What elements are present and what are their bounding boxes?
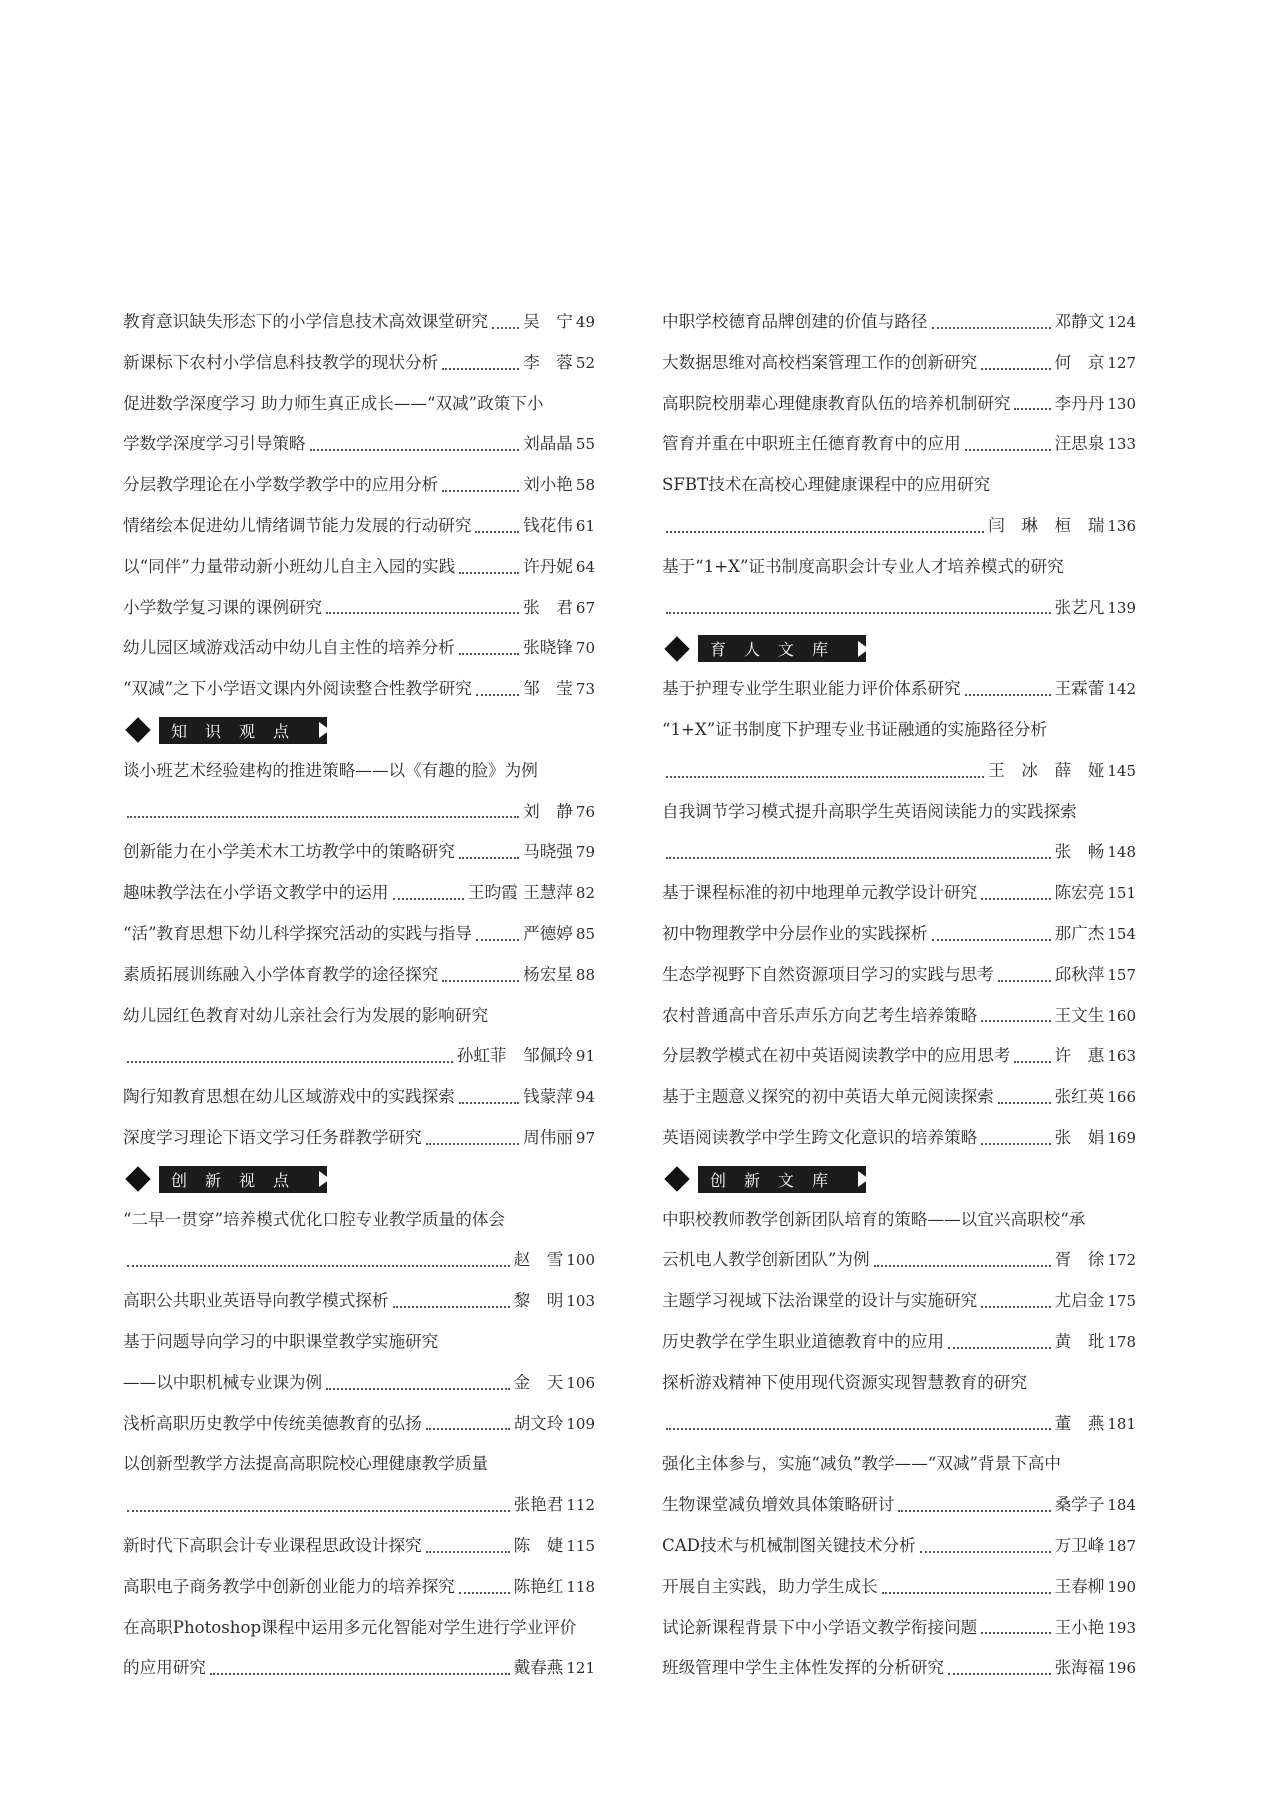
toc-title-line[interactable] <box>662 547 1136 588</box>
arrow-right-icon <box>858 641 869 657</box>
entry-title: 深度学习理论下语文学习任务群教学研究 <box>123 1127 422 1147</box>
diamond-icon <box>664 636 689 661</box>
dot-leader <box>666 856 1051 859</box>
entry-title: 分层教学理论在小学数学教学中的应用分析 <box>123 475 439 495</box>
entry-title: 趣味教学法在小学语文教学中的运用 <box>123 883 389 903</box>
entry-title: 基于主题意义探究的初中英语大单元阅读探索 <box>662 1087 994 1107</box>
dot-leader <box>442 979 519 982</box>
dot-leader <box>666 530 984 533</box>
dot-leader <box>874 1264 1051 1267</box>
toc-entry[interactable] <box>123 343 595 384</box>
entry-author: 那广杰 <box>1054 923 1105 943</box>
entry-author: 张艳君 <box>513 1495 564 1515</box>
toc-entry[interactable] <box>662 302 1136 343</box>
entry-title: 促进数学深度学习 助力师生真正成长——“双减”政策下小 <box>123 393 544 413</box>
entry-title: 中职学校德育品牌创建的价值与路径 <box>662 312 928 331</box>
dot-leader <box>882 1591 1051 1594</box>
entry-title: 新课标下农村小学信息科技教学的现状分析 <box>123 352 439 372</box>
entry-author: 李 蓉 <box>523 352 573 372</box>
toc-entry[interactable] <box>123 873 595 914</box>
entry-title: 云机电人教学创新团队”为例 <box>662 1250 870 1270</box>
toc-entry[interactable] <box>662 1485 1136 1526</box>
entry-title: 基于“1+X”证书制度高职会计专业人才培养模式的研究 <box>662 556 1064 576</box>
entry-title: 强化主体参与，实施“减负”教学——“双减”背景下高中 <box>662 1454 1061 1474</box>
dot-leader <box>981 1019 1050 1022</box>
toc-entry[interactable] <box>662 1567 1136 1608</box>
entry-page-number: 127 <box>1107 353 1136 372</box>
toc-entry[interactable] <box>123 1240 595 1281</box>
dot-leader <box>998 1101 1051 1104</box>
dot-leader <box>965 448 1051 451</box>
dot-leader <box>948 1672 1050 1675</box>
entry-author: 汪思泉 <box>1054 434 1105 454</box>
entry-title: “二早一贯穿”培养模式优化口腔专业教学质量的体会 <box>123 1209 506 1229</box>
entry-title: 新时代下高职会计专业课程思政设计探究 <box>123 1535 422 1555</box>
toc-entry[interactable] <box>123 1281 595 1322</box>
entry-page-number: 100 <box>566 1251 595 1270</box>
toc-entry[interactable] <box>123 1526 595 1567</box>
dot-leader <box>476 938 519 941</box>
entry-author: 万卫峰 <box>1054 1535 1105 1555</box>
entry-page-number: 64 <box>575 557 595 576</box>
entry-author: 张 君 <box>523 597 573 617</box>
section-title: 创新视点 <box>171 1170 308 1190</box>
toc-entry[interactable] <box>662 1648 1136 1689</box>
section-title: 知识观点 <box>171 721 308 741</box>
entry-title: 基于护理专业学生职业能力评价体系研究 <box>662 679 961 699</box>
dot-leader <box>459 571 519 574</box>
dot-leader <box>459 652 519 655</box>
toc-title-line[interactable] <box>662 792 1136 833</box>
entry-page-number: 157 <box>1107 965 1136 984</box>
entry-author: 孙虹菲 邹佩玲 <box>456 1046 573 1066</box>
toc-entry[interactable] <box>662 1608 1136 1649</box>
toc-entry[interactable] <box>123 1485 595 1526</box>
entry-title: 大数据思维对高校档案管理工作的创新研究 <box>662 352 978 372</box>
dot-leader <box>393 1305 510 1308</box>
entry-title: 探析游戏精神下使用现代资源实现智慧教育的研究 <box>662 1372 1028 1392</box>
toc-entry[interactable] <box>662 588 1136 629</box>
entry-author: 李丹丹 <box>1054 393 1105 413</box>
dot-leader <box>1014 407 1050 410</box>
section-header <box>662 628 1136 669</box>
toc-entry[interactable] <box>662 1281 1136 1322</box>
toc-entry[interactable] <box>123 1077 595 1118</box>
toc-entry[interactable] <box>662 424 1136 465</box>
dot-leader <box>920 1550 1051 1553</box>
entry-author: 钱花伟 <box>523 515 573 535</box>
entry-page-number: 55 <box>575 435 595 454</box>
entry-page-number: 142 <box>1107 680 1136 699</box>
dot-leader <box>981 1631 1050 1634</box>
section-header <box>123 1159 595 1200</box>
entry-title: 管育并重在中职班主任德育教育中的应用 <box>662 434 961 454</box>
entry-page-number: 112 <box>566 1496 595 1515</box>
entry-author: 张晓锋 <box>523 638 573 658</box>
entry-author: 赵 雪 <box>513 1250 564 1270</box>
dot-leader <box>442 367 519 370</box>
entry-author: 黄 玭 <box>1054 1331 1105 1351</box>
entry-author: 钱蒙萍 <box>523 1087 573 1107</box>
toc-entry[interactable] <box>662 384 1136 425</box>
entry-title: 的应用研究 <box>123 1658 206 1678</box>
entry-author: 王昀霞 王慧萍 <box>468 883 573 903</box>
entry-author: 邹 莹 <box>523 679 573 699</box>
entry-title: 高职院校朋辈心理健康教育队伍的培养机制研究 <box>662 393 1011 413</box>
entry-author: 周伟丽 <box>523 1127 573 1147</box>
entry-page-number: 166 <box>1107 1088 1136 1107</box>
entry-page-number: 94 <box>575 1088 595 1107</box>
entry-page-number: 187 <box>1107 1536 1136 1555</box>
toc-right-column <box>662 302 1136 1689</box>
entry-page-number: 163 <box>1107 1047 1136 1066</box>
toc-entry[interactable] <box>123 955 595 996</box>
toc-entry[interactable] <box>123 424 595 465</box>
entry-author: 杨宏星 <box>523 964 573 984</box>
toc-entry[interactable] <box>123 465 595 506</box>
toc-entry[interactable] <box>662 1077 1136 1118</box>
dot-leader <box>459 856 519 859</box>
entry-page-number: 67 <box>575 598 595 617</box>
toc-title-line[interactable] <box>123 1444 595 1485</box>
entry-title: 生态学视野下自然资源项目学习的实践与思考 <box>662 964 994 984</box>
entry-page-number: 139 <box>1107 598 1136 617</box>
entry-title: 小学数学复习课的课例研究 <box>123 597 323 617</box>
dot-leader <box>127 1509 510 1512</box>
entry-page-number: 70 <box>575 639 595 658</box>
entry-title: 陶行知教育思想在幼儿区域游戏中的实践探索 <box>123 1087 455 1107</box>
entry-author: 张海福 <box>1054 1658 1105 1678</box>
entry-author: 刘 静 <box>523 801 573 821</box>
dot-leader <box>1014 1060 1050 1063</box>
entry-page-number: 82 <box>575 884 595 903</box>
entry-author: 王小艳 <box>1054 1617 1105 1637</box>
dot-leader <box>310 448 520 451</box>
dot-leader <box>475 530 519 533</box>
entry-title: 以创新型教学方法提高高职院校心理健康教学质量 <box>123 1454 489 1474</box>
entry-page-number: 151 <box>1107 884 1136 903</box>
toc-entry[interactable] <box>123 832 595 873</box>
entry-title: 学数学深度学习引导策略 <box>123 434 306 454</box>
entry-title: 教育意识缺失形态下的小学信息技术高效课堂研究 <box>123 312 489 331</box>
section-title: 创新文库 <box>710 1170 847 1190</box>
entry-author: 吴 宁 <box>523 312 573 331</box>
entry-author: 胥 徐 <box>1054 1250 1105 1270</box>
toc-entry[interactable] <box>123 1567 595 1608</box>
entry-page-number: 52 <box>575 353 595 372</box>
toc-entry[interactable] <box>123 914 595 955</box>
entry-title: 在高职Photoshop课程中运用多元化智能对学生进行学业评价 <box>123 1617 577 1637</box>
toc-title-line[interactable] <box>123 751 595 792</box>
toc-title-line[interactable] <box>662 1200 1136 1241</box>
entry-author: 董 燕 <box>1054 1413 1105 1433</box>
dot-leader <box>210 1672 510 1675</box>
entry-author: 黎 明 <box>513 1291 564 1311</box>
dot-leader <box>326 611 519 614</box>
entry-author: 桑学子 <box>1054 1495 1105 1515</box>
entry-page-number: 79 <box>575 843 595 862</box>
entry-page-number: 121 <box>566 1659 595 1678</box>
entry-page-number: 136 <box>1107 516 1136 535</box>
entry-title: 谈小班艺术经验建构的推进策略——以《有趣的脸》为例 <box>123 760 538 780</box>
entry-title: 幼儿园区域游戏活动中幼儿自主性的培养分析 <box>123 638 455 658</box>
entry-page-number: 133 <box>1107 435 1136 454</box>
toc-entry[interactable] <box>662 506 1136 547</box>
dot-leader <box>666 1427 1051 1430</box>
dot-leader <box>981 367 1050 370</box>
entry-title: 主题学习视域下法治课堂的设计与实施研究 <box>662 1291 978 1311</box>
entry-author: 严德婷 <box>523 923 573 943</box>
entry-title: 历史教学在学生职业道德教育中的应用 <box>662 1331 945 1351</box>
dot-leader <box>981 1142 1050 1145</box>
entry-author: 闫 琳 桓 瑞 <box>988 515 1105 535</box>
toc-entry[interactable] <box>662 669 1136 710</box>
dot-leader <box>998 979 1051 982</box>
entry-author: 戴春燕 <box>513 1658 564 1678</box>
toc-entry[interactable] <box>123 1118 595 1159</box>
entry-author: 马晓强 <box>523 842 573 862</box>
toc-entry[interactable] <box>662 1036 1136 1077</box>
entry-title: “活”教育思想下幼儿科学探究活动的实践与指导 <box>123 923 472 943</box>
entry-title: 试论新课程背景下中小学语文教学衔接问题 <box>662 1617 978 1637</box>
entry-title: 分层教学模式在初中英语阅读教学中的应用思考 <box>662 1046 1011 1066</box>
dot-leader <box>426 1427 510 1430</box>
dot-leader <box>981 1305 1050 1308</box>
entry-title: 英语阅读教学中学生跨文化意识的培养策略 <box>662 1127 978 1147</box>
diamond-icon <box>125 718 150 743</box>
entry-page-number: 172 <box>1107 1251 1136 1270</box>
section-title-bar <box>698 1166 866 1193</box>
entry-title: 自我调节学习模式提升高职学生英语阅读能力的实践探索 <box>662 801 1077 821</box>
toc-left-column <box>123 302 595 1689</box>
entry-title: 初中物理教学中分层作业的实践探析 <box>662 923 928 943</box>
dot-leader <box>426 1142 519 1145</box>
entry-page-number: 58 <box>575 476 595 495</box>
toc-title-line[interactable] <box>662 1444 1136 1485</box>
toc-entry[interactable] <box>662 1404 1136 1445</box>
toc-title-line[interactable] <box>662 710 1136 751</box>
toc-entry[interactable] <box>662 1240 1136 1281</box>
dot-leader <box>476 693 519 696</box>
toc-entry[interactable] <box>123 1036 595 1077</box>
entry-author: 王 冰 薛 娅 <box>988 760 1105 780</box>
entry-author: 邓静文 <box>1054 312 1105 331</box>
section-header <box>123 710 595 751</box>
section-header <box>662 1159 1136 1200</box>
section-title: 育人文库 <box>710 640 847 660</box>
toc-title-line[interactable] <box>123 1608 595 1649</box>
entry-author: 王文生 <box>1054 1005 1105 1025</box>
toc-entry[interactable] <box>123 1363 595 1404</box>
section-title-bar <box>159 717 327 744</box>
toc-title-line[interactable] <box>123 384 595 425</box>
toc-entry[interactable] <box>662 343 1136 384</box>
diamond-icon <box>664 1166 689 1191</box>
entry-author: 邱秋萍 <box>1054 964 1105 984</box>
entry-page-number: 106 <box>566 1373 595 1392</box>
entry-title: 创新能力在小学美术木工坊教学中的策略研究 <box>123 842 455 862</box>
arrow-right-icon <box>319 722 330 738</box>
entry-author: 陈 婕 <box>513 1535 564 1555</box>
entry-title: 基于课程标准的初中地理单元教学设计研究 <box>662 883 978 903</box>
toc-entry[interactable] <box>662 1322 1136 1363</box>
arrow-right-icon <box>858 1171 869 1187</box>
entry-page-number: 88 <box>575 965 595 984</box>
entry-page-number: 190 <box>1107 1577 1136 1596</box>
entry-title: 农村普通高中音乐声乐方向艺考生培养策略 <box>662 1005 978 1025</box>
entry-page-number: 76 <box>575 802 595 821</box>
toc-entry[interactable] <box>662 832 1136 873</box>
entry-author: 刘小艳 <box>523 475 573 495</box>
entry-author: 陈宏亮 <box>1054 883 1105 903</box>
entry-page-number: 73 <box>575 680 595 699</box>
entry-page-number: 61 <box>575 516 595 535</box>
section-title-bar <box>698 635 866 662</box>
entry-page-number: 103 <box>566 1292 595 1311</box>
entry-title: CAD技术与机械制图关键技术分析 <box>662 1535 916 1555</box>
dot-leader <box>326 1387 509 1390</box>
entry-page-number: 85 <box>575 924 595 943</box>
toc-title-line[interactable] <box>123 1200 595 1241</box>
entry-page-number: 115 <box>566 1536 595 1555</box>
entry-title: 高职公共职业英语导向教学模式探析 <box>123 1291 389 1311</box>
section-title-bar <box>159 1166 327 1193</box>
dot-leader <box>127 1264 510 1267</box>
entry-page-number: 196 <box>1107 1659 1136 1678</box>
entry-author: 张 畅 <box>1054 842 1105 862</box>
entry-author: 尤启金 <box>1054 1291 1105 1311</box>
toc-entry[interactable] <box>123 669 595 710</box>
entry-page-number: 160 <box>1107 1006 1136 1025</box>
dot-leader <box>442 489 519 492</box>
entry-title: ——以中职机械专业课为例 <box>123 1372 323 1392</box>
dot-leader <box>932 938 1051 941</box>
entry-author: 刘晶晶 <box>523 434 573 454</box>
toc-entry[interactable] <box>662 1118 1136 1159</box>
dot-leader <box>666 611 1051 614</box>
toc-title-line[interactable] <box>662 465 1136 506</box>
entry-page-number: 169 <box>1107 1128 1136 1147</box>
entry-author: 王春柳 <box>1054 1576 1105 1596</box>
entry-page-number: 49 <box>575 313 595 331</box>
dot-leader <box>981 897 1050 900</box>
entry-author: 王霖蕾 <box>1054 679 1105 699</box>
entry-title: 高职电子商务教学中创新创业能力的培养探究 <box>123 1576 455 1596</box>
entry-page-number: 178 <box>1107 1332 1136 1351</box>
entry-page-number: 175 <box>1107 1292 1136 1311</box>
dot-leader <box>898 1509 1050 1512</box>
dot-leader <box>127 815 519 818</box>
toc-entry[interactable] <box>123 1404 595 1445</box>
entry-page-number: 91 <box>575 1047 595 1066</box>
entry-title: 以“同伴”力量带动新小班幼儿自主入园的实践 <box>123 556 456 576</box>
entry-page-number: 193 <box>1107 1618 1136 1637</box>
entry-page-number: 181 <box>1107 1414 1136 1433</box>
toc-entry[interactable] <box>123 792 595 833</box>
toc-entry[interactable] <box>123 588 595 629</box>
toc-entry[interactable] <box>662 751 1136 792</box>
entry-author: 许丹妮 <box>523 556 573 576</box>
entry-page-number: 124 <box>1107 313 1136 331</box>
entry-page-number: 118 <box>566 1577 595 1596</box>
toc-entry[interactable] <box>662 955 1136 996</box>
dot-leader <box>666 775 984 778</box>
toc-entry[interactable] <box>662 873 1136 914</box>
dot-leader <box>948 1346 1050 1349</box>
dot-leader <box>932 326 1051 329</box>
entry-title: 生物课堂减负增效具体策略研讨 <box>662 1495 895 1515</box>
entry-author: 胡文玲 <box>513 1413 564 1433</box>
entry-title: 中职校教师教学创新团队培育的策略——以宜兴高职校“承 <box>662 1209 1086 1229</box>
entry-title: 班级管理中学生主体性发挥的分析研究 <box>662 1658 945 1678</box>
entry-author: 张红英 <box>1054 1087 1105 1107</box>
entry-author: 何 京 <box>1054 352 1105 372</box>
entry-title: 开展自主实践，助力学生成长 <box>662 1576 878 1596</box>
toc-entry[interactable] <box>123 302 595 343</box>
entry-page-number: 109 <box>566 1414 595 1433</box>
entry-page-number: 148 <box>1107 843 1136 862</box>
entry-title: 基于问题导向学习的中职课堂教学实施研究 <box>123 1331 439 1351</box>
entry-page-number: 130 <box>1107 394 1136 413</box>
dot-leader <box>426 1550 510 1553</box>
toc-title-line[interactable] <box>662 1363 1136 1404</box>
diamond-icon <box>125 1166 150 1191</box>
entry-title: SFBT技术在高校心理健康课程中的应用研究 <box>662 475 991 495</box>
toc-entry[interactable] <box>662 914 1136 955</box>
dot-leader <box>965 693 1051 696</box>
arrow-right-icon <box>319 1171 330 1187</box>
toc-entry[interactable] <box>123 628 595 669</box>
entry-title: “1+X”证书制度下护理专业书证融通的实施路径分析 <box>662 719 1048 739</box>
entry-page-number: 154 <box>1107 924 1136 943</box>
entry-page-number: 97 <box>575 1128 595 1147</box>
toc-title-line[interactable] <box>123 1322 595 1363</box>
entry-title: 情绪绘本促进幼儿情绪调节能力发展的行动研究 <box>123 515 472 535</box>
entry-page-number: 145 <box>1107 761 1136 780</box>
dot-leader <box>459 1591 510 1594</box>
toc-entry[interactable] <box>662 1526 1136 1567</box>
entry-title: “双减”之下小学语文课内外阅读整合性教学研究 <box>123 679 472 699</box>
entry-author: 金 天 <box>513 1372 564 1392</box>
entry-page-number: 184 <box>1107 1496 1136 1515</box>
toc-title-line[interactable] <box>123 996 595 1037</box>
entry-author: 张艺凡 <box>1054 597 1105 617</box>
entry-title: 素质拓展训练融入小学体育教学的途径探究 <box>123 964 439 984</box>
dot-leader <box>459 1101 519 1104</box>
entry-author: 张 娟 <box>1054 1127 1105 1147</box>
dot-leader <box>127 1060 453 1063</box>
toc-entry[interactable] <box>123 547 595 588</box>
entry-author: 陈艳红 <box>513 1576 564 1596</box>
toc-entry[interactable] <box>123 506 595 547</box>
toc-entry[interactable] <box>123 1648 595 1689</box>
entry-author: 许 惠 <box>1054 1046 1105 1066</box>
dot-leader <box>393 897 465 900</box>
toc-entry[interactable] <box>662 996 1136 1037</box>
entry-title: 幼儿园红色教育对幼儿亲社会行为发展的影响研究 <box>123 1005 489 1025</box>
entry-title: 浅析高职历史教学中传统美德教育的弘扬 <box>123 1413 422 1433</box>
dot-leader <box>492 326 519 329</box>
